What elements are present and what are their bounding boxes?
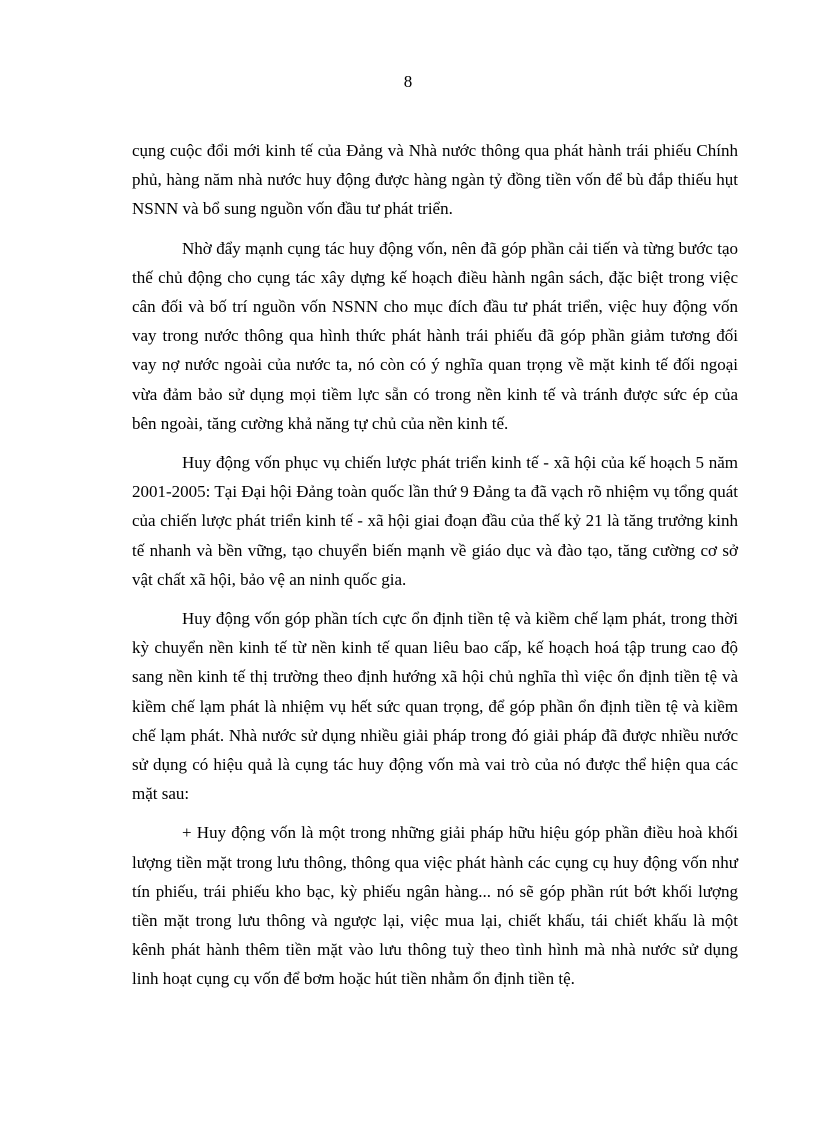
paragraph-monetary-stability: Huy động vốn góp phần tích cực ổn định tiền tệ và kiềm chế lạm phát, trong thời kỳ chuyển nền kinh tế từ nền kinh tế quan liêu bao cấp, kế hoạch hoá tập trung cao độ sang nền kinh tế thị trường theo định hướng xã hội chủ nghĩa thì việc ổn định tiền tệ và kiềm chế lạm phát là nhiệm vụ hết sức quan trọng, để góp phần ổn định tiền tệ và kiềm chế lạm phát. Nhà nước sử dụng nhiều giải pháp trong đó giải pháp đã được nhiều nước sử dụng có hiệu quả là cụng tác huy động vốn mà vai trò của nó được thể hiện qua các mặt sau: xyxy=(132,609,738,804)
page-number: 8 xyxy=(403,72,413,91)
paragraph-budget-management: Nhờ đẩy mạnh cụng tác huy động vốn, nên đã góp phần cải tiến và từng bước tạo thế chủ động cho cụng tác xây dựng kế hoạch điều hành ngân sách, đặc biệt trong việc cân đối và bố trí nguồn vốn NSNN cho mục đích đầu tư phát triển, việc huy động vốn vay trong nước thông qua hình thức phát hành trái phiếu đã góp phần giảm tương đối vay nợ nước ngoài của nước ta, nó còn có ý nghĩa quan trọng về mặt kinh tế đối ngoại vừa đảm bảo sử dụng mọi tiềm lực sẵn có trong nền kinh tế và tránh được sức ép của bên ngoài, tăng cường khả năng tự chủ của nền kinh tế. xyxy=(132,238,738,433)
page-body xyxy=(132,136,738,1004)
paragraph-bullet-cash-regulation: + Huy động vốn là một trong những giải pháp hữu hiệu góp phần điều hoà khối lượng tiền mặt trong lưu thông, thông qua việc phát hành các cụng cụ huy động vốn như tín phiếu, trái phiếu kho bạc, kỳ phiếu ngân hàng... nó sẽ góp phần rút bớt khối lượng tiền mặt trong lưu thông và ngược lại, việc mua lại, chiết khấu, tái chiết khấu là một kênh phát hành thêm tiền mặt vào lưu thông tuỳ theo tình hình mà nhà nước sử dụng linh hoạt cụng cụ vốn để bơm hoặc hút tiền nhằm ổn định tiền tệ. xyxy=(132,823,738,989)
paragraph-development-strategy: Huy động vốn phục vụ chiến lược phát triển kinh tế - xã hội của kế hoạch 5 năm 2001-2005: Tại Đại hội Đảng toàn quốc lần thứ 9 Đảng ta đã vạch rõ nhiệm vụ tổng quát của chiến lược phát triển kinh tế - xã hội giai đoạn đầu của thế kỷ 21 là tăng trưởng kinh tế nhanh và bền vững, tạo chuyển biến mạnh về giáo dục và đào tạo, tăng cường cơ sở vật chất xã hội, bảo vệ an ninh quốc gia. xyxy=(132,453,738,589)
paragraph-continuation: cụng cuộc đổi mới kinh tế của Đảng và Nhà nước thông qua phát hành trái phiếu Chính phủ, hàng năm nhà nước huy động được hàng ngàn tỷ đồng tiền vốn để bù đắp thiếu hụt NSNN và bổ sung nguồn vốn đầu tư phát triển. xyxy=(132,141,738,219)
